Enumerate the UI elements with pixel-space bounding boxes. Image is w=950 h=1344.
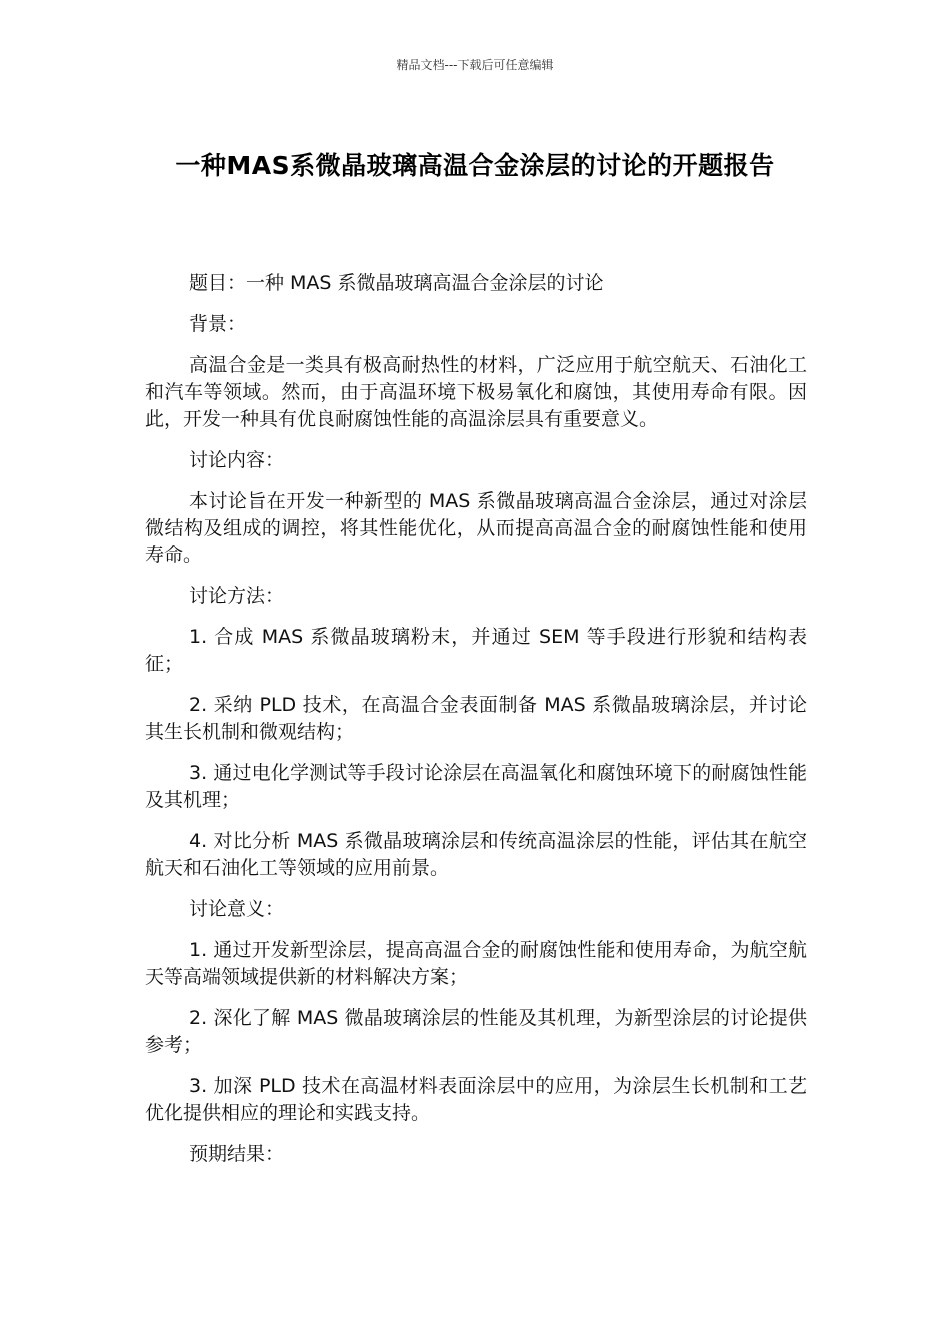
document-title: 一种MAS系微晶玻璃高温合金涂层的讨论的开题报告	[175, 151, 775, 180]
section-heading-expected-results: 预期结果：	[189, 1143, 285, 1165]
header-note: 精品文档---下载后可任意编辑	[396, 58, 554, 72]
section-heading-significance: 讨论意义：	[189, 898, 285, 920]
section-heading-background: 背景：	[189, 313, 247, 335]
list-item-method-4: 4. 对比分析 MAS 系微晶玻璃涂层和传统高温涂层的性能，评估其在航空航天和石油化工等领域的应用前景。	[145, 830, 807, 879]
list-item-method-1: 1. 合成 MAS 系微晶玻璃粉末，并通过 SEM 等手段进行形貌和结构表征；	[145, 626, 807, 675]
paragraph-background: 高温合金是一类具有极高耐热性的材料，广泛应用于航空航天、石油化工和汽车等领域。然而，由于高温环境下极易氧化和腐蚀，其使用寿命有限。因此，开发一种具有优良耐腐蚀性能的高温涂层具有重要意义。	[145, 354, 807, 430]
paragraph-content: 本讨论旨在开发一种新型的 MAS 系微晶玻璃高温合金涂层，通过对涂层微结构及组成的调控，将其性能优化，从而提高高温合金的耐腐蚀性能和使用寿命。	[145, 490, 807, 566]
section-heading-methods: 讨论方法：	[189, 585, 285, 607]
list-item-method-3: 3. 通过电化学测试等手段讨论涂层在高温氧化和腐蚀环境下的耐腐蚀性能及其机理；	[145, 762, 807, 811]
section-heading-content: 讨论内容：	[189, 449, 285, 471]
paragraph-topic: 题目：一种 MAS 系微晶玻璃高温合金涂层的讨论	[189, 272, 604, 294]
list-item-significance-1: 1. 通过开发新型涂层，提高高温合金的耐腐蚀性能和使用寿命，为航空航天等高端领域提供新的材料解决方案；	[145, 939, 807, 988]
list-item-method-2: 2. 采纳 PLD 技术，在高温合金表面制备 MAS 系微晶玻璃涂层，并讨论其生长机制和微观结构；	[145, 694, 807, 743]
list-item-significance-3: 3. 加深 PLD 技术在高温材料表面涂层中的应用，为涂层生长机制和工艺优化提供相应的理论和实践支持。	[145, 1075, 807, 1124]
document-body	[145, 270, 807, 1182]
list-item-significance-2: 2. 深化了解 MAS 微晶玻璃涂层的性能及其机理，为新型涂层的讨论提供参考；	[145, 1007, 807, 1056]
